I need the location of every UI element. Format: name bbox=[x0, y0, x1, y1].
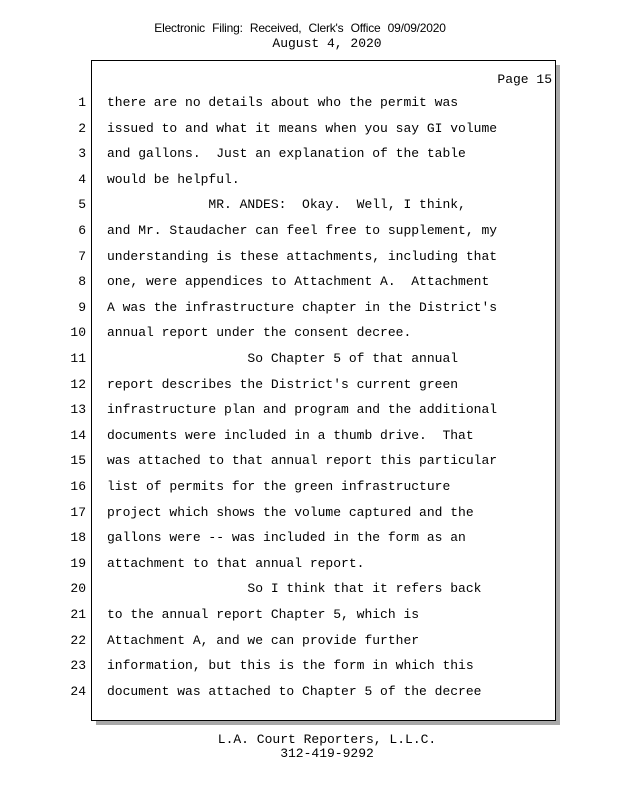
court-reporter-phone: 312-419-9292 bbox=[280, 746, 374, 761]
line-number: 3 bbox=[78, 146, 86, 161]
transcript-line: was attached to that annual report this particular bbox=[107, 453, 498, 468]
page-number: Page 15 bbox=[497, 72, 552, 87]
filing-stamp: Electronic Filing: Received, Clerk's Office 09/09/2020 bbox=[154, 21, 446, 35]
transcript-line: annual report under the consent decree. bbox=[107, 325, 412, 340]
transcript-line: So I think that it refers back bbox=[107, 581, 482, 596]
line-number: 17 bbox=[70, 505, 86, 520]
transcript-line: and Mr. Staudacher can feel free to supplement, my bbox=[107, 223, 498, 238]
transcript-line: there are no details about who the permit was bbox=[107, 95, 459, 110]
line-number: 5 bbox=[78, 197, 86, 212]
line-number: 7 bbox=[78, 249, 86, 264]
line-number: 8 bbox=[78, 274, 86, 289]
line-number: 24 bbox=[70, 684, 86, 699]
line-number: 15 bbox=[70, 453, 86, 468]
line-number: 22 bbox=[70, 633, 86, 648]
transcript-line: one, were appendices to Attachment A. Attachment bbox=[107, 274, 490, 289]
transcript-line: gallons were -- was included in the form as an bbox=[107, 530, 466, 545]
transcript-line: to the annual report Chapter 5, which is bbox=[107, 607, 420, 622]
transcript-line: understanding is these attachments, including that bbox=[107, 249, 498, 264]
line-number: 18 bbox=[70, 530, 86, 545]
court-reporter-name: L.A. Court Reporters, L.L.C. bbox=[217, 732, 437, 747]
line-number: 21 bbox=[70, 607, 86, 622]
line-number: 23 bbox=[70, 658, 86, 673]
transcript-line: report describes the District's current green bbox=[107, 377, 459, 392]
line-number: 1 bbox=[78, 95, 86, 110]
transcript-line: list of permits for the green infrastructure bbox=[107, 479, 451, 494]
transcript-line: project which shows the volume captured and the bbox=[107, 505, 474, 520]
document-date: August 4, 2020 bbox=[272, 36, 382, 51]
line-number: 11 bbox=[70, 351, 86, 366]
line-number: 9 bbox=[78, 300, 86, 315]
line-number: 16 bbox=[70, 479, 86, 494]
transcript-line: MR. ANDES: Okay. Well, I think, bbox=[107, 197, 466, 212]
transcript-line: documents were included in a thumb drive. That bbox=[107, 428, 474, 443]
transcript-line: would be helpful. bbox=[107, 172, 240, 187]
transcript-line: and gallons. Just an explanation of the table bbox=[107, 146, 466, 161]
line-number: 2 bbox=[78, 121, 86, 136]
line-number: 10 bbox=[70, 325, 86, 340]
transcript-line: So Chapter 5 of that annual bbox=[107, 351, 459, 366]
line-number: 14 bbox=[70, 428, 86, 443]
line-number: 12 bbox=[70, 377, 86, 392]
line-number: 6 bbox=[78, 223, 86, 238]
transcript-line: attachment to that annual report. bbox=[107, 556, 365, 571]
transcript-line: A was the infrastructure chapter in the District's bbox=[107, 300, 498, 315]
line-number: 4 bbox=[78, 172, 86, 187]
transcript-line: Attachment A, and we can provide further bbox=[107, 633, 420, 648]
line-number: 20 bbox=[70, 581, 86, 596]
transcript-line: issued to and what it means when you say GI volume bbox=[107, 121, 498, 136]
transcript-line: information, but this is the form in which this bbox=[107, 658, 474, 673]
transcript-line: infrastructure plan and program and the additional bbox=[107, 402, 498, 417]
transcript-line: document was attached to Chapter 5 of the decree bbox=[107, 684, 482, 699]
line-number: 19 bbox=[70, 556, 86, 571]
line-number: 13 bbox=[70, 402, 86, 417]
